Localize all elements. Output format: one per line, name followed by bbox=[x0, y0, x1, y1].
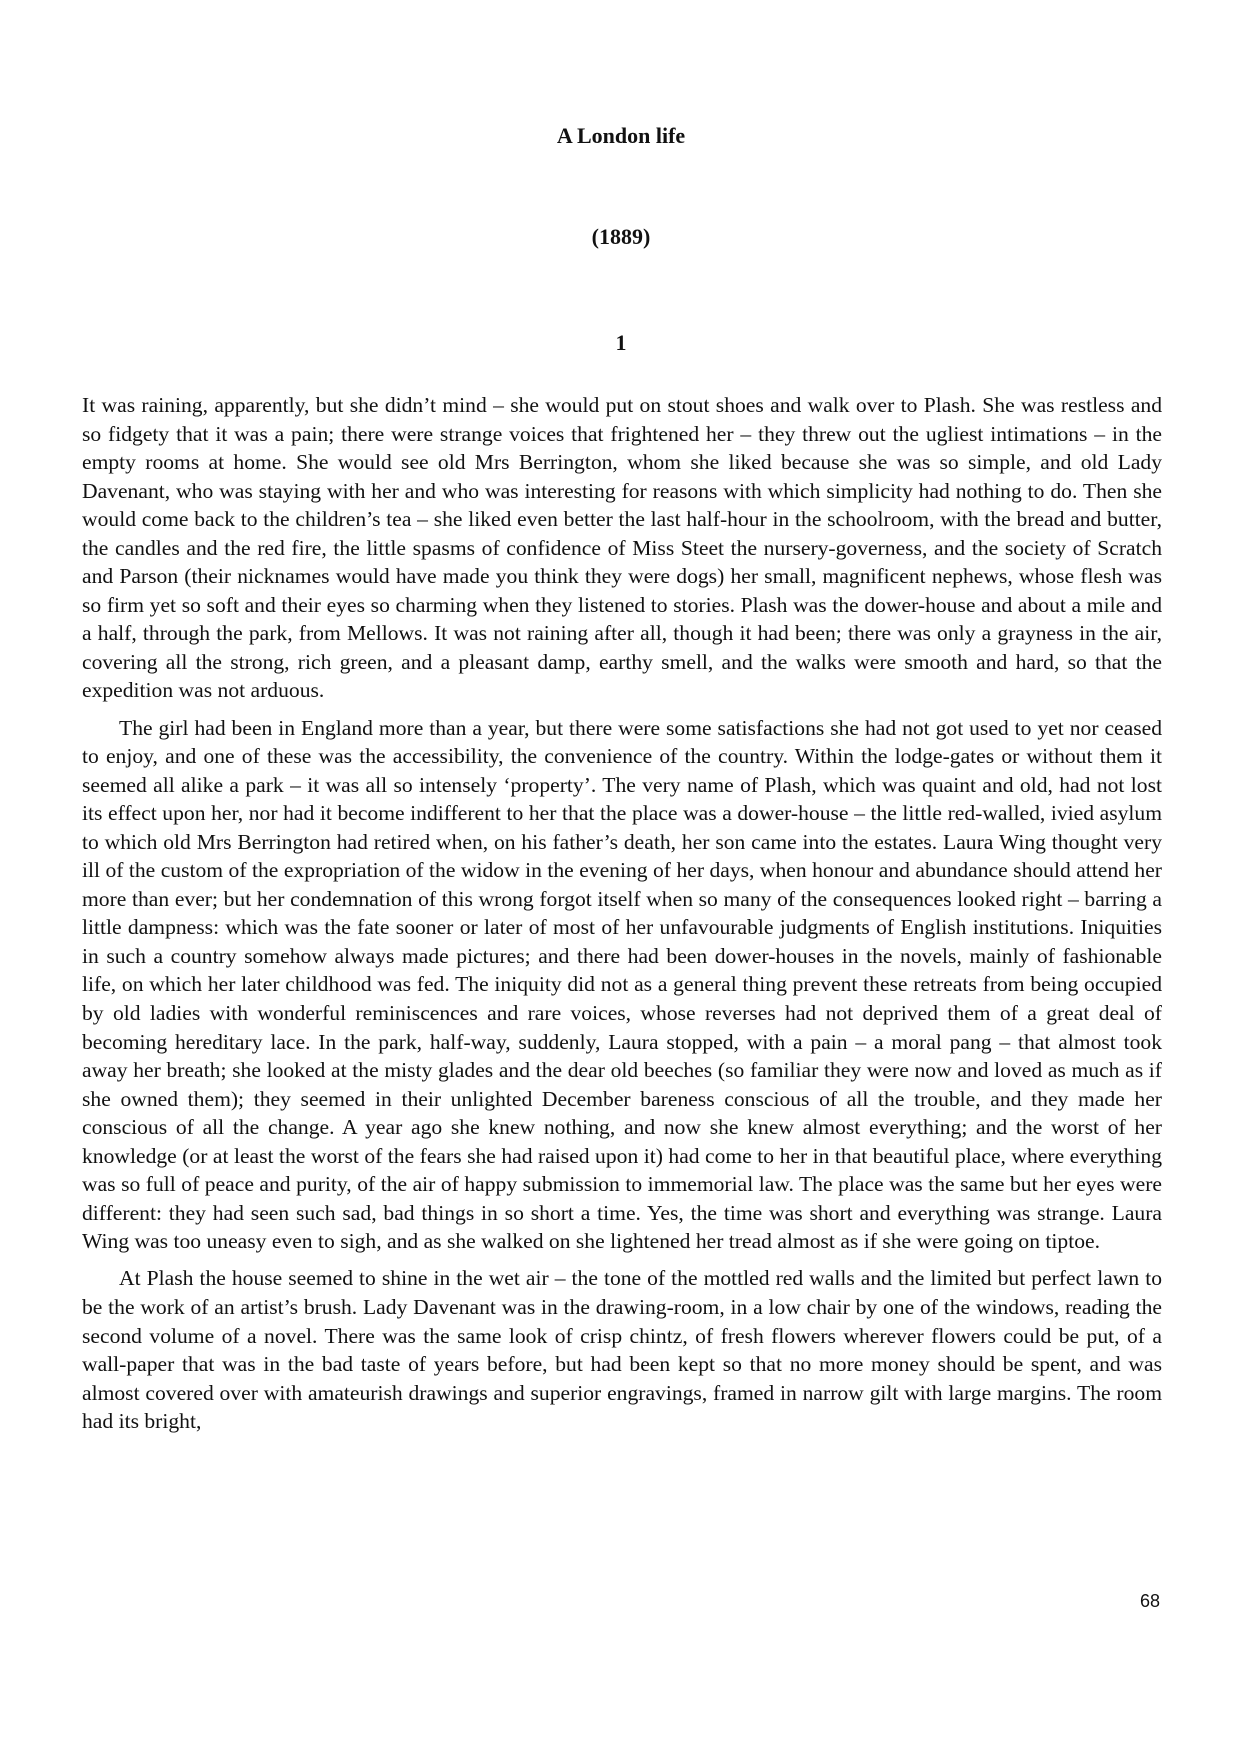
body-text bbox=[82, 391, 1162, 1444]
paragraph-3: At Plash the house seemed to shine in the wet air – the tone of the mottled red walls and the limited but perfect lawn to be the work of an artist’s brush. Lady Davenant was in the drawing-room, in a low chair by one of the windows, reading the second volume of a novel. There was the same look of crisp chintz, of fresh flowers wherever flowers could be put, of a wall-paper that was in the bad taste of years before, but had been kept so that no more money should be spent, and was almost covered over with amateurish drawings and superior engravings, framed in narrow gilt with large margins. The room had its bright, bbox=[82, 1266, 1162, 1434]
story-year: (1889) bbox=[591, 224, 651, 249]
page-number: 68 bbox=[1139, 1591, 1160, 1611]
paragraph-1: It was raining, apparently, but she didn’t mind – she would put on stout shoes and walk over to Plash. She was restless and so fidgety that it was a pain; there were strange voices that frightened her – they threw out the ugliest intimations – in the empty rooms at home. She would see old Mrs Berrington, whom she liked because she was so simple, and old Lady Davenant, who was staying with her and who was interesting for reasons with which simplicity had nothing to do. Then she would come back to the children’s tea – she liked even better the last half-hour in the schoolroom, with the bread and butter, the candles and the red fire, the little spasms of confidence of Miss Steet the nursery-governess, and the society of Scratch and Parson (their nicknames would have made you think they were dogs) her small, magnificent nephews, whose flesh was so firm yet so soft and their eyes so charming when they listened to stories. Plash was the dower-house and about a mile and a half, through the park, from Mellows. It was not raining after all, though it had been; there was only a grayness in the air, covering all the strong, rich green, and a pleasant damp, earthy smell, and the walks were smooth and hard, so that the expedition was not arduous. bbox=[82, 393, 1162, 703]
paragraph-2: The girl had been in England more than a year, but there were some satisfactions she had not got used to yet nor ceased to enjoy, and one of these was the accessibility, the convenience of the country. Within the lodge-gates or without them it seemed all alike a park – it was all so intensely ‘property’. The very name of Plash, which was quaint and old, had not lost its effect upon her, nor had it become indifferent to her that the place was a dower-house – the little red-walled, ivied asylum to which old Mrs Berrington had retired when, on his father’s death, her son came into the estates. Laura Wing thought very ill of the custom of the expropriation of the widow in the evening of her days, when honour and abundance should attend her more than ever; but her condemnation of this wrong forgot itself when so many of the consequences looked right – barring a little dampness: which was the fate sooner or later of most of her unfavourable judgments of English institutions. Iniquities in such a country somehow always made pictures; and there had been dower-houses in the novels, mainly of fashionable life, on which her later childhood was fed. The iniquity did not as a general thing prevent these retreats from being occupied by old ladies with wonderful reminiscences and rare voices, whose reverses had not deprived them of a great deal of becoming hereditary lace. In the park, half-way, suddenly, Laura stopped, with a pain – a moral pang – that almost took away her breath; she looked at the misty glades and the dear old beeches (so familiar they were now and loved as much as if she owned them); they seemed in their unlighted December bareness conscious of all the trouble, and they made her conscious of all the change. A year ago she knew nothing, and now she knew almost everything; and the worst of her knowledge (or at least the worst of the fears she had raised upon it) had come to her in that beautiful place, where everything was so full of peace and purity, of the air of happy submission to immemorial law. The place was the same but her eyes were different: they had seen such sad, bad things in so short a time. Yes, the time was short and everything was strange. Laura Wing was too uneasy even to sigh, and as she walked on she lightened her tread almost as if she were going on tiptoe. bbox=[82, 715, 1162, 1254]
chapter-number: 1 bbox=[615, 330, 627, 355]
story-title: A London life bbox=[556, 123, 686, 148]
